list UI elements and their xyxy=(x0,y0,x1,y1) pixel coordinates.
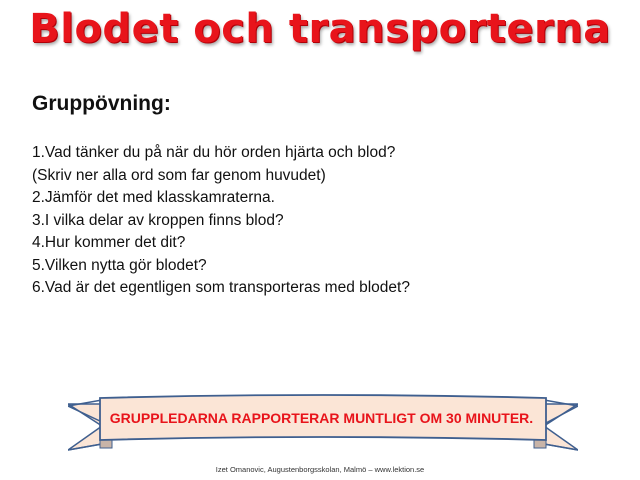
list-item: 3.I vilka delar av kroppen finns blod? xyxy=(32,211,284,229)
list-item: 1.Vad tänker du på när du hör orden hjärta och blod? xyxy=(32,144,396,161)
list-item: 4.Hur kommer det dit? xyxy=(32,234,186,251)
slide-title: Blodet och transporterna xyxy=(29,6,611,52)
footer-credit: Izet Omanovic, Augustenborgsskolan, Malmö – www.lektion.se xyxy=(215,465,425,474)
list-item: (Skriv ner alla ord som far genom huvudet) xyxy=(32,166,326,184)
section-heading: Gruppövning: xyxy=(32,92,171,115)
list-item: 2.Jämför det med klasskamraterna. xyxy=(32,189,275,206)
question-list xyxy=(32,142,410,300)
list-item: 6.Vad är det egentligen som transporteras med blodet? xyxy=(32,279,410,296)
list-item: 5.Vilken nytta gör blodet? xyxy=(32,256,207,274)
banner-text: GRUPPLEDARNA RAPPORTERAR MUNTLIGT OM 30 MINUTER. xyxy=(109,410,534,426)
